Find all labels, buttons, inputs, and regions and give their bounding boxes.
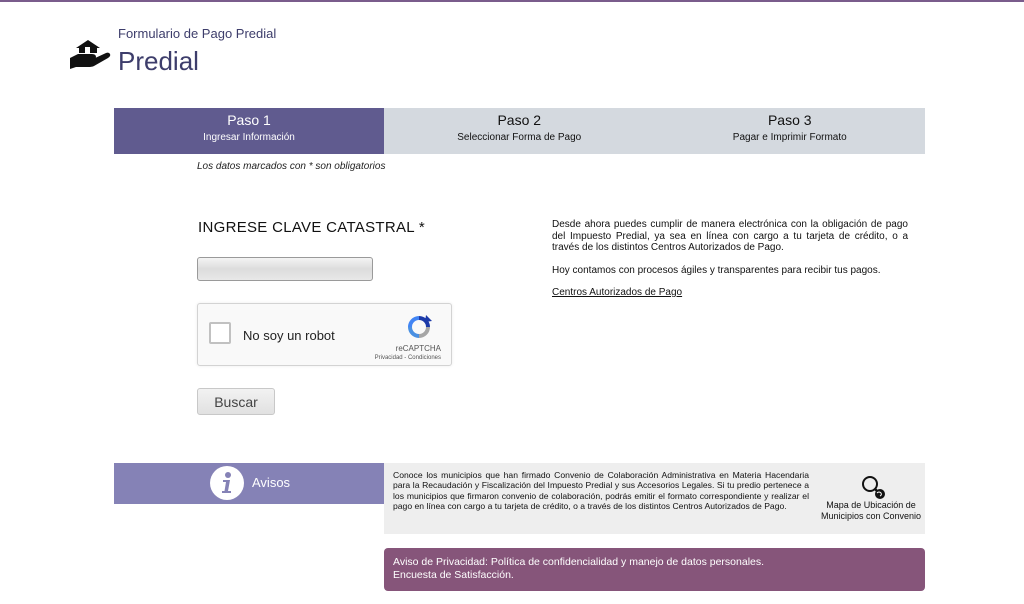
- clave-catastral-input[interactable]: [197, 257, 373, 281]
- avisos-header: [114, 463, 384, 504]
- privacy-panel: [384, 548, 925, 591]
- step-description: Seleccionar Forma de Pago: [457, 132, 582, 143]
- step-title: Paso 2: [497, 112, 542, 128]
- step-title: Paso 3: [767, 112, 812, 128]
- recaptcha-widget: [197, 303, 452, 366]
- house-in-hand-icon: [66, 38, 112, 72]
- step-description: Ingresar Información: [203, 132, 295, 143]
- map-link[interactable]: Mapa de Ubicación de Municipios con Convenio: [820, 500, 922, 521]
- avisos-label: Avisos: [252, 475, 291, 490]
- info-panel: [552, 219, 908, 299]
- recaptcha-brand: reCAPTCHA: [395, 344, 441, 353]
- privacy-link[interactable]: Aviso de Privacidad: Política de confidencialidad y manejo de datos personales.: [393, 556, 765, 568]
- recaptcha-terms-link[interactable]: Privacidad - Condiciones: [374, 355, 441, 361]
- required-note: Los datos marcados con * son obligatorios: [197, 161, 386, 172]
- step-3: [655, 108, 926, 154]
- recaptcha-checkbox[interactable]: [209, 322, 231, 344]
- avisos-text: Conoce los municipios que han firmado Convenio de Colaboración Administrativa en Materia Hacendaria para la Recaudación y Fiscalización del Impuesto Predial y sus Accesorios Legales. Si tu predio pertenece a los municipios que firmaron convenio de colaboración, podrás emitir el formato correspondiente y realizar el pago en línea con cargo a tu tarjeta de crédito, o a través de los distintos Centros Autorizados de Pago.: [393, 470, 809, 512]
- survey-link[interactable]: Encuesta de Satisfacción.: [393, 568, 514, 581]
- info-icon: [210, 466, 244, 500]
- info-paragraph: Hoy contamos con procesos ágiles y transparentes para recibir tus pagos.: [552, 264, 881, 276]
- top-accent-line: [0, 0, 1024, 2]
- progress-steps: [114, 108, 925, 154]
- recaptcha-label: No soy un robot: [243, 328, 335, 343]
- info-paragraph: Desde ahora puedes cumplir de manera electrónica con la obligación de pago del Impuesto Predial, ya sea en línea con cargo a tu tarjeta de crédito, o a través de los distintos Centros Autorizados de Pago.: [552, 219, 908, 253]
- search-button[interactable]: Buscar: [197, 388, 275, 415]
- step-title: Paso 1: [227, 112, 271, 128]
- page-title: Predial: [118, 46, 199, 76]
- step-2: [384, 108, 655, 154]
- authorized-centers-link[interactable]: Centros Autorizados de Pago: [552, 287, 683, 298]
- step-description: Pagar e Imprimir Formato: [732, 132, 847, 143]
- clave-catastral-label: INGRESE CLAVE CATASTRAL *: [198, 219, 425, 236]
- recaptcha-logo-icon: [404, 313, 434, 341]
- page-subtitle: Formulario de Pago Predial: [118, 26, 277, 41]
- avisos-content: [384, 463, 925, 534]
- map-search-icon[interactable]: [860, 474, 886, 500]
- step-1: [114, 108, 384, 154]
